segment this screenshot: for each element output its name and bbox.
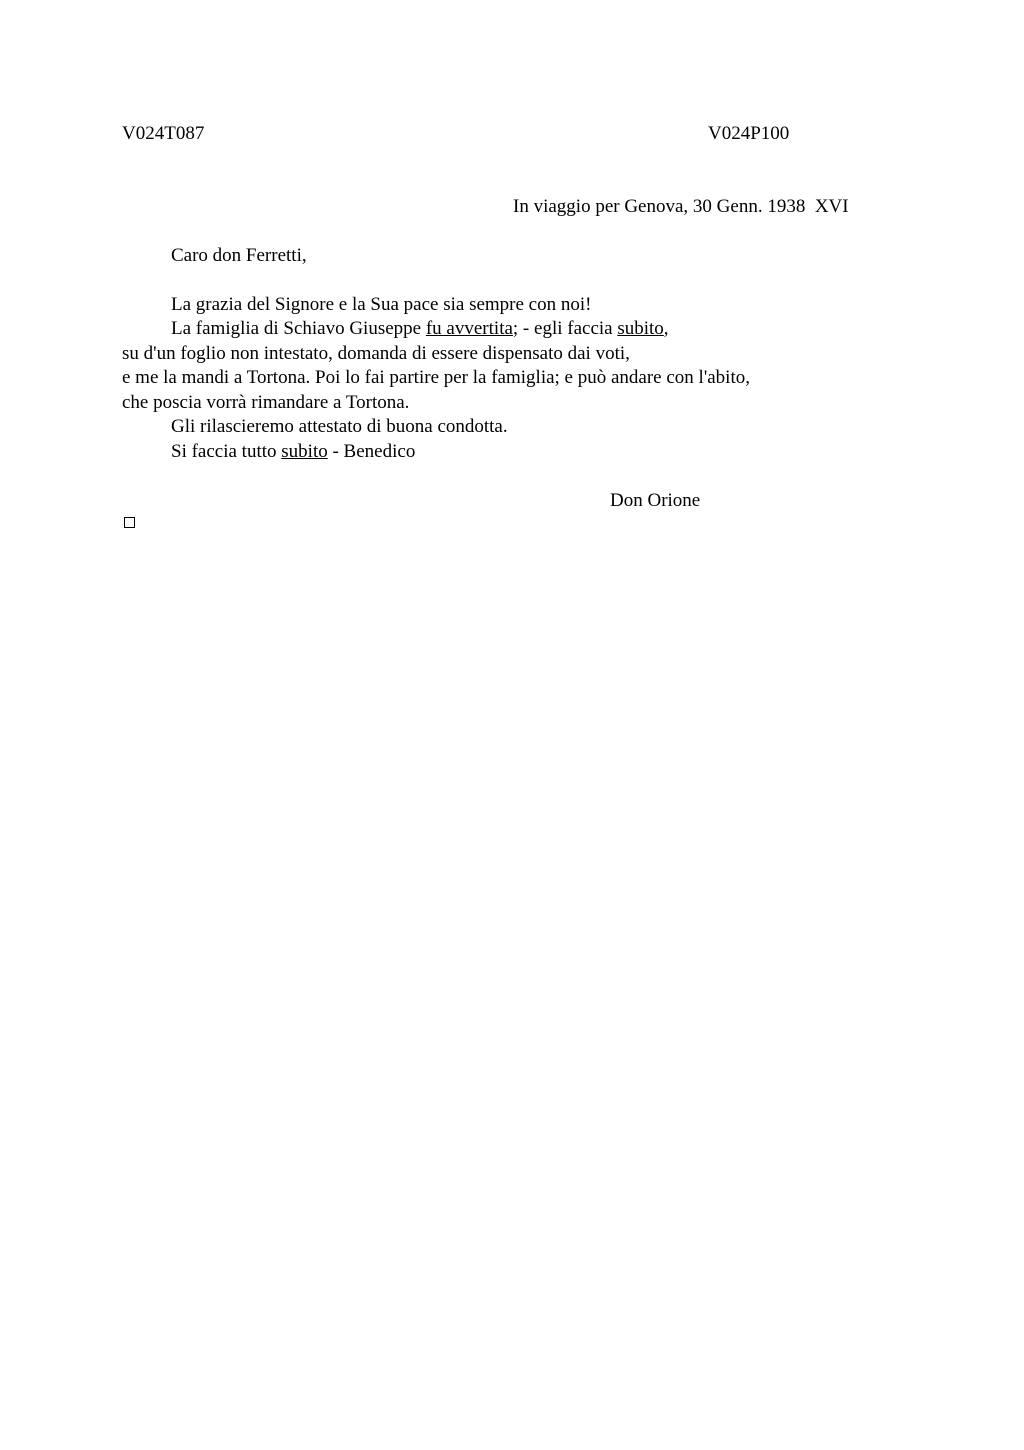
body-text: La famiglia di Schiavo Giuseppe bbox=[171, 318, 426, 339]
body-line-2 bbox=[171, 317, 669, 341]
body-line-1: La grazia del Signore e la Sua pace sia sempre con noi! bbox=[171, 294, 592, 315]
end-mark-square-icon bbox=[124, 517, 135, 528]
underlined-text: subito bbox=[617, 318, 664, 339]
body-text: , bbox=[663, 318, 669, 339]
body-line-5: che poscia vorrà rimandare a Tortona. bbox=[122, 392, 410, 413]
underlined-text: subito bbox=[281, 441, 328, 462]
body-line-7 bbox=[171, 440, 415, 464]
dateline: In viaggio per Genova, 30 Genn. 1938 XVI bbox=[513, 196, 849, 217]
signature: Don Orione bbox=[610, 490, 701, 511]
body-line-4: e me la mandi a Tortona. Poi lo fai partire per la famiglia; e può andare con l'abito, bbox=[122, 367, 750, 388]
body-text: - Benedico bbox=[327, 441, 416, 462]
body-text: ; - egli faccia bbox=[512, 318, 618, 339]
body-line-6: Gli rilascieremo attestato di buona condotta. bbox=[171, 416, 508, 437]
document-code-left: V024T087 bbox=[122, 123, 205, 144]
body-text: Si faccia tutto bbox=[171, 441, 282, 462]
body-line-3: su d'un foglio non intestato, domanda di essere dispensato dai voti, bbox=[122, 343, 630, 364]
salutation: Caro don Ferretti, bbox=[171, 245, 307, 266]
underlined-text: fu avvertita bbox=[425, 318, 513, 339]
document-code-right: V024P100 bbox=[708, 123, 790, 144]
